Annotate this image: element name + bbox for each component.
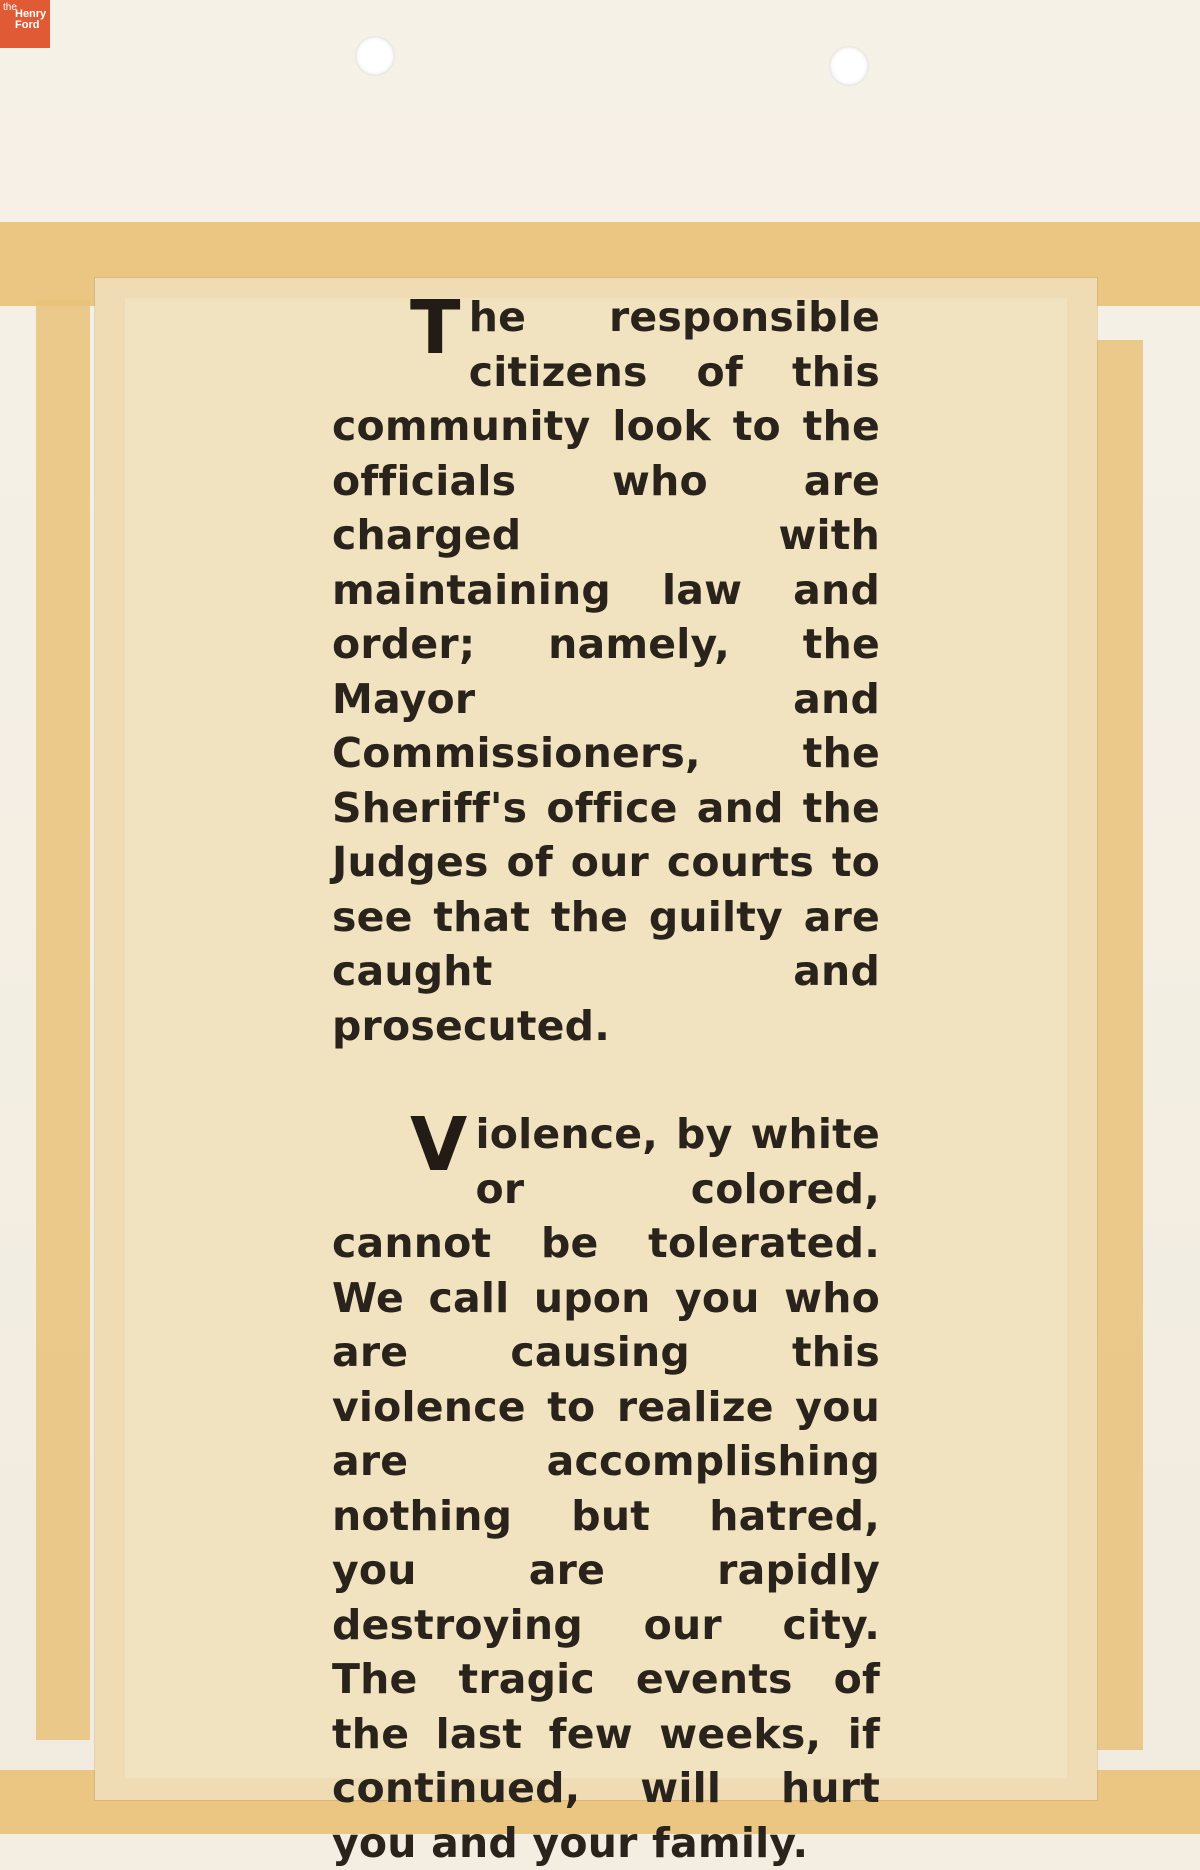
logo-henry: Henry xyxy=(15,8,47,20)
tape-left xyxy=(36,300,90,1740)
drop-cap: V xyxy=(410,1102,468,1188)
paragraph-text: iolence, by white or colored, cannot be tolerated. We call upon you who are causing this violence to realize you are accomplishing nothing but hatred, you are rapidly destroying our city. The tragic events of the last few weeks, if continued, will hurt you and your family. xyxy=(332,1110,880,1867)
punch-hole-right xyxy=(829,46,869,86)
tape-right xyxy=(1095,340,1143,1750)
drop-cap: T xyxy=(410,285,461,371)
punch-hole-left xyxy=(355,36,395,76)
logo-ford: Ford xyxy=(15,19,40,31)
paragraph-responsible-citizens xyxy=(332,285,880,1053)
logo-the: the xyxy=(3,2,17,13)
henry-ford-logo[interactable] xyxy=(0,0,50,48)
article-text xyxy=(332,285,880,1870)
paragraph-violence xyxy=(332,1102,880,1870)
paragraph-text: he responsible citizens of this community look to the officials who are charged with maintaining law and order; namely, the Mayor and Commissioners, the Sheriff's office and the Judges of our courts to see that the guilty are caught and prosecuted. xyxy=(332,293,880,1050)
